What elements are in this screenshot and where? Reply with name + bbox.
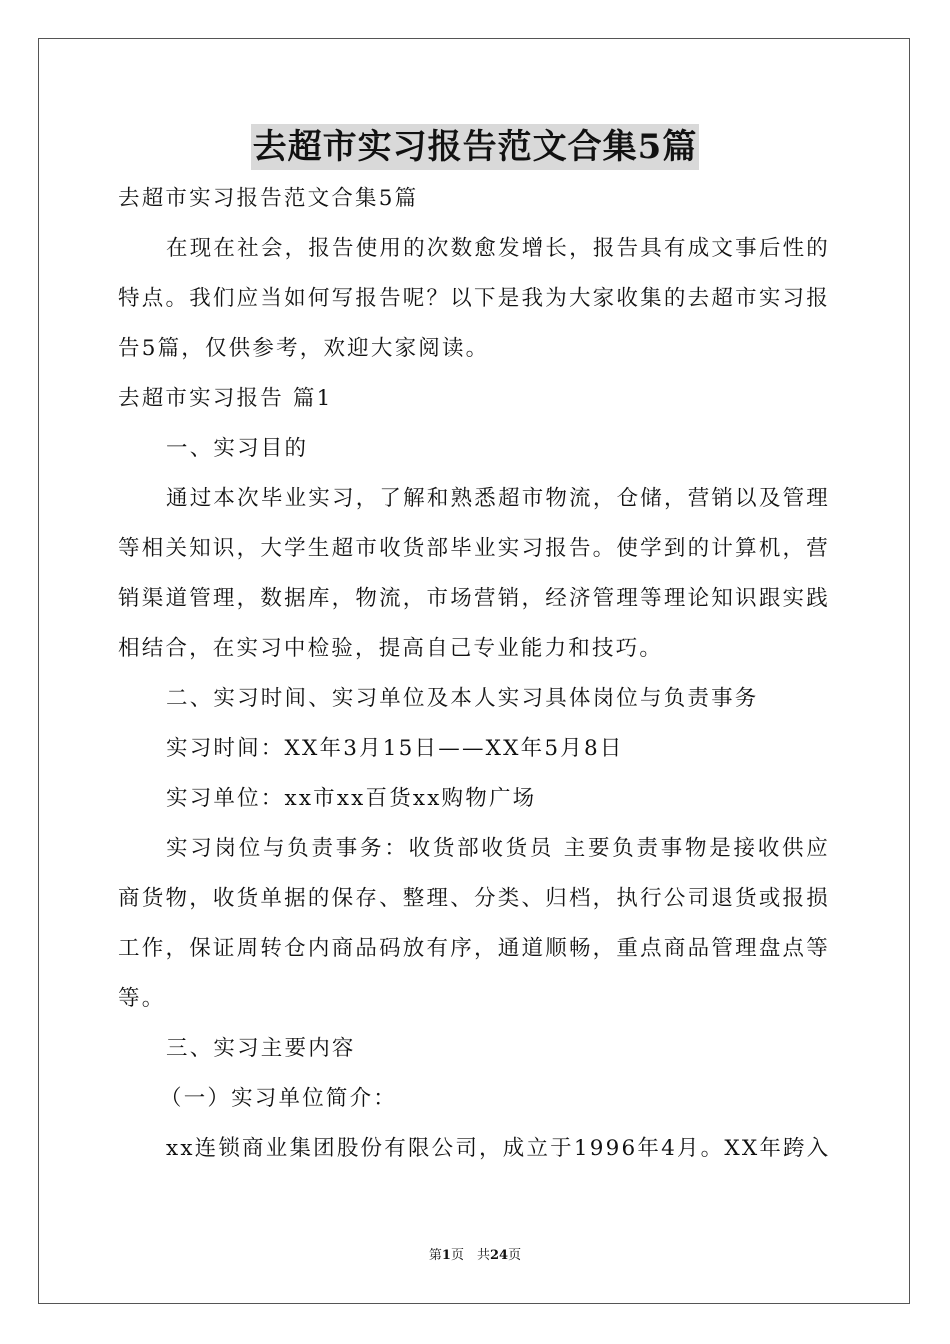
paragraph-line: 特点。我们应当如何写报告呢？以下是我为大家收集的去超市实习报 — [118, 286, 830, 311]
paragraph-line: 相结合，在实习中检验，提高自己专业能力和技巧。 — [118, 636, 664, 661]
paragraph-line: 等相关知识，大学生超市收货部毕业实习报告。使学到的计算机，营 — [118, 536, 830, 561]
footer-page-current: 1 — [441, 1248, 451, 1263]
paragraph-line: 实习岗位与负责事务：收货部收货员 主要负责事物是接收供应 — [166, 836, 830, 861]
title-wrap — [0, 124, 950, 170]
subsection-heading: 三、实习主要内容 — [166, 1036, 356, 1061]
page-border — [38, 38, 910, 1304]
paragraph-line: 通过本次毕业实习，了解和熟悉超市物流，仓储，营销以及管理 — [166, 486, 830, 511]
subsection-heading: 一、实习目的 — [166, 436, 309, 461]
paragraph-line: 在现在社会，报告使用的次数愈发增长，报告具有成文事后性的 — [166, 236, 830, 261]
subsection-heading: 二、实习时间、实习单位及本人实习具体岗位与负责事务 — [166, 686, 759, 711]
paragraph-line: 等。 — [118, 986, 166, 1011]
paragraph-line: 告5篇，仅供参考，欢迎大家阅读。 — [118, 336, 490, 361]
page-footer — [0, 1247, 950, 1265]
footer-mid: 页 共 — [450, 1248, 490, 1263]
paragraph-line: 销渠道管理，数据库，物流，市场营销，经济管理等理论知识跟实践 — [118, 586, 830, 611]
paragraph-line: 实习单位：xx市xx百货xx购物广场 — [166, 786, 537, 811]
footer-prefix: 第 — [428, 1248, 442, 1263]
section-heading: 去超市实习报告 篇1 — [118, 386, 333, 411]
footer-page-total: 24 — [489, 1248, 509, 1263]
footer-suffix: 页 — [508, 1248, 522, 1263]
document-title: 去超市实习报告范文合集5篇 — [251, 124, 700, 170]
paragraph-line: 工作，保证周转仓内商品码放有序，通道顺畅，重点商品管理盘点等 — [118, 936, 830, 961]
paragraph-line: 商货物，收货单据的保存、整理、分类、归档，执行公司退货或报损 — [118, 886, 830, 911]
paragraph-line: 实习时间：XX年3月15日——XX年5月8日 — [166, 736, 624, 761]
subtitle-line: 去超市实习报告范文合集5篇 — [118, 186, 419, 211]
paragraph-line: xx连锁商业集团股份有限公司，成立于1996年4月。XX年跨入 — [166, 1136, 831, 1161]
subsection-heading: （一）实习单位简介： — [160, 1086, 398, 1111]
